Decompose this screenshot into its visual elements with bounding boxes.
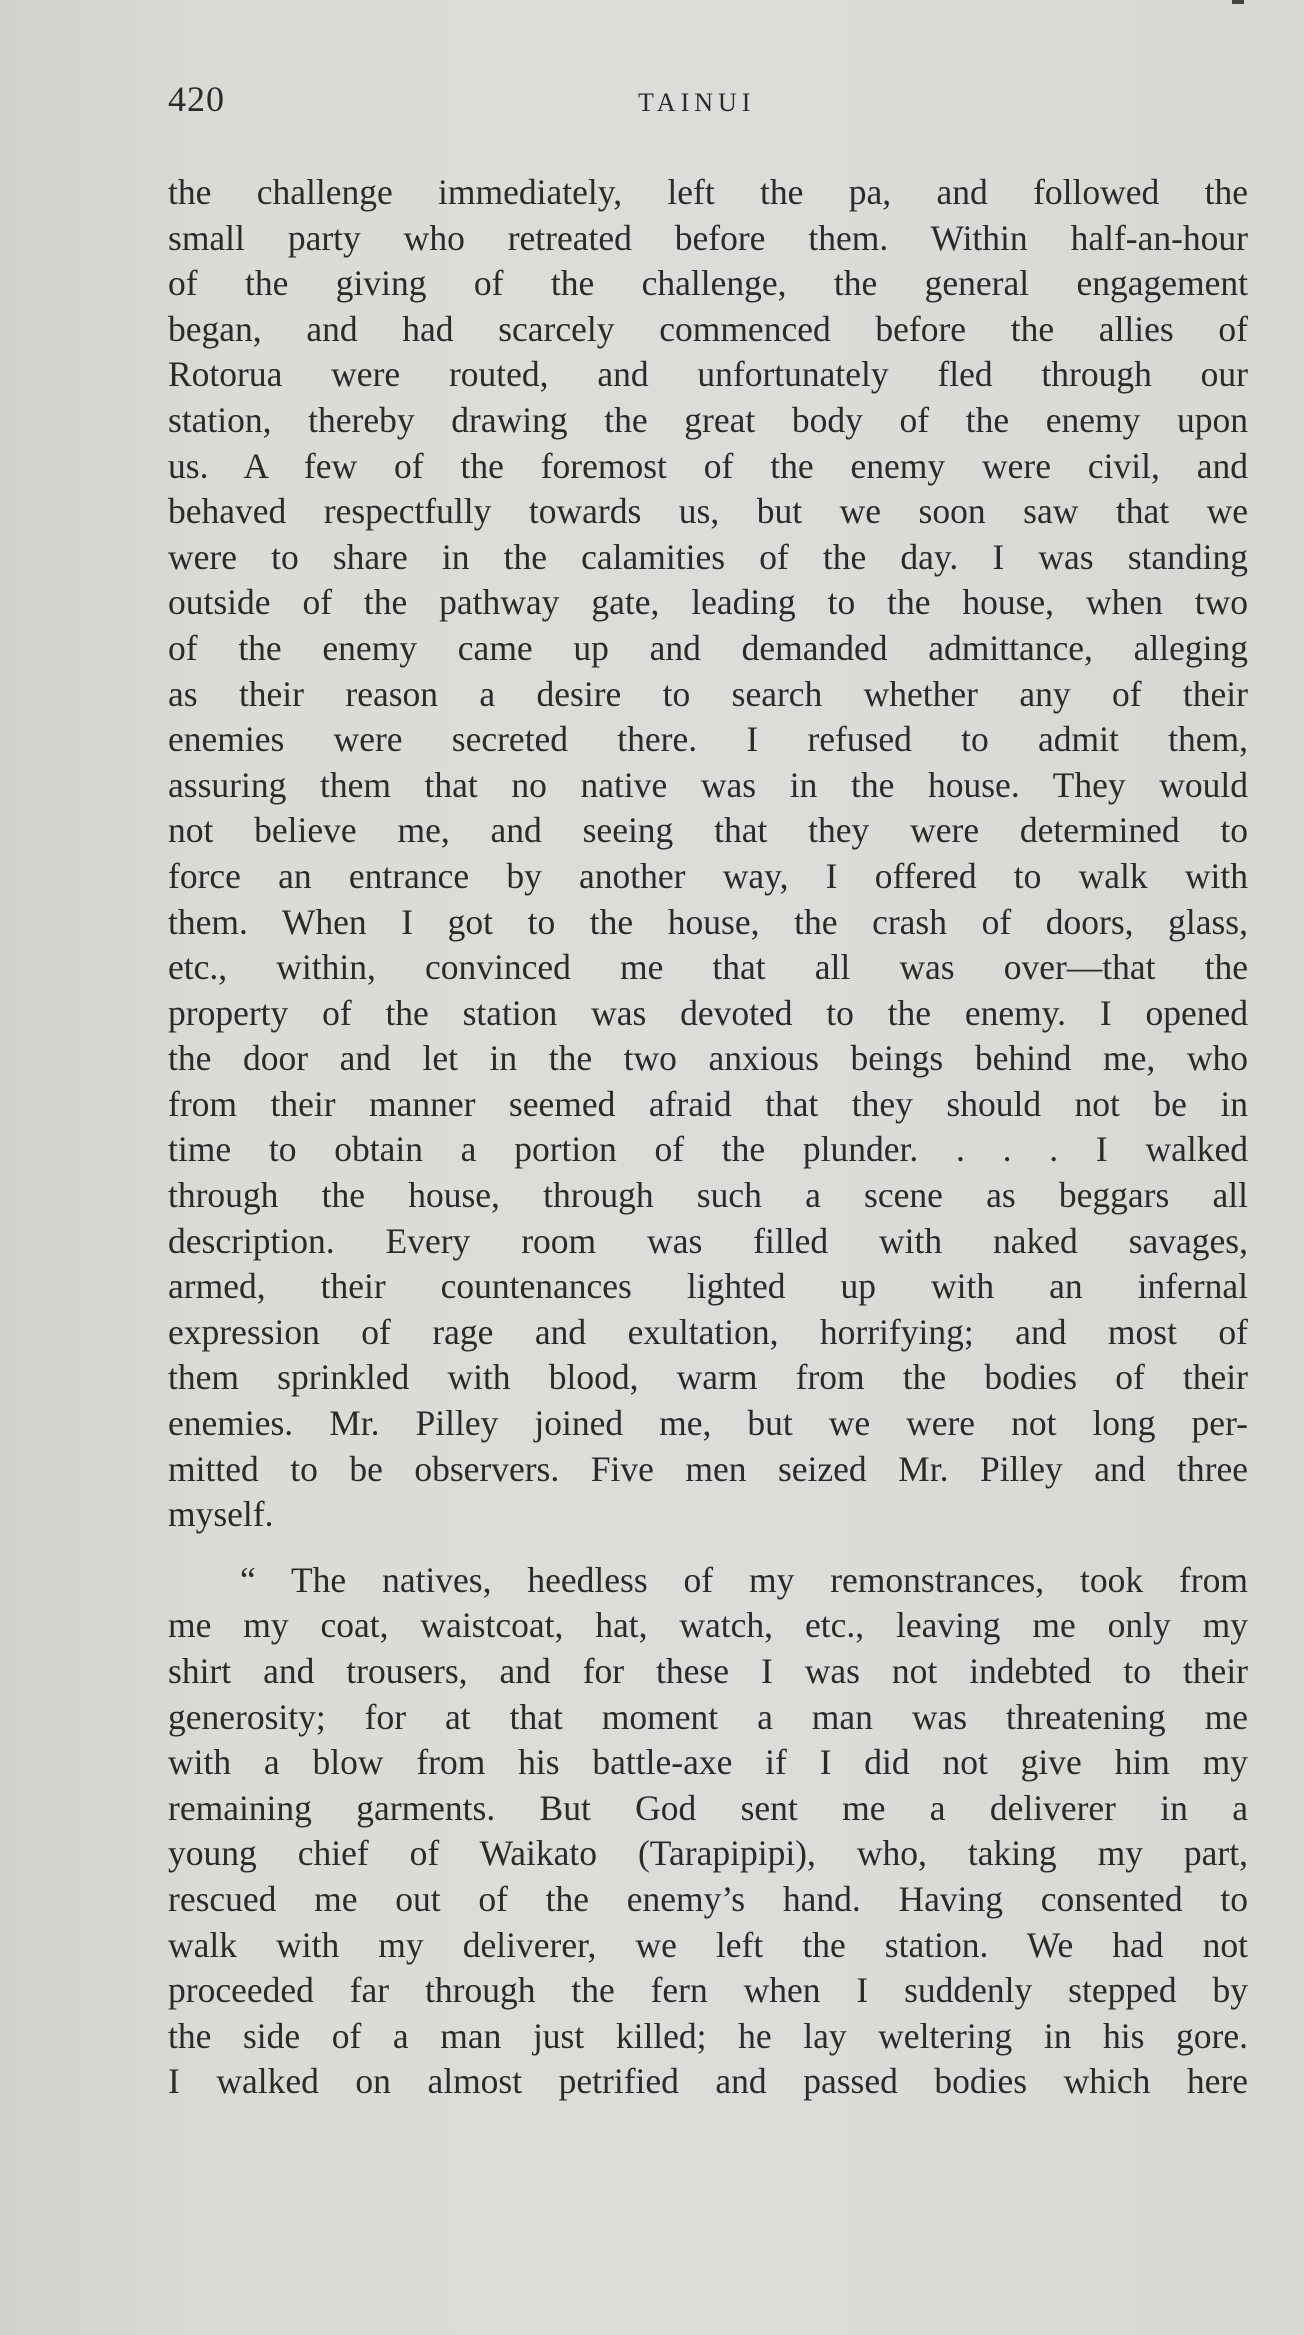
- text-line: behaved respectfully towards us, but we soon saw that we: [168, 491, 1248, 532]
- text-line: myself.: [168, 1494, 274, 1535]
- text-line: small party who retreated before them. Within half-an-hour: [168, 217, 1248, 258]
- paragraph-1: [168, 170, 1248, 1538]
- text-line: were to share in the calamities of the day. I was standing: [168, 536, 1248, 577]
- text-line: station, thereby drawing the great body of the enemy upon: [168, 399, 1248, 440]
- text-line: property of the station was devoted to the enemy. I opened: [168, 992, 1248, 1033]
- text-line: I walked on almost petrified and passed bodies which here: [168, 2061, 1248, 2102]
- text-line: armed, their countenances lighted up with an infernal: [168, 1266, 1248, 1307]
- page-header: [168, 78, 1248, 128]
- text-line: assuring them that no native was in the house. They would: [168, 764, 1248, 805]
- text-line: them. When I got to the house, the crash of doors, glass,: [168, 901, 1248, 942]
- text-line: enemies. Mr. Pilley joined me, but we were not long per-: [168, 1403, 1248, 1444]
- text-line: young chief of Waikato (Tarapipipi), who, taking my part,: [168, 1833, 1248, 1874]
- text-line: as their reason a desire to search whether any of their: [168, 673, 1248, 714]
- text-line: the door and let in the two anxious beings behind me, who: [168, 1038, 1248, 1079]
- text-line: shirt and trousers, and for these I was not indebted to their: [168, 1651, 1248, 1691]
- text-line: us. A few of the foremost of the enemy were civil, and: [168, 445, 1248, 486]
- text-line: began, and had scarcely commenced before the allies of: [168, 308, 1248, 349]
- text-line: enemies were secreted there. I refused to admit them,: [168, 719, 1248, 760]
- text-line: remaining garments. But God sent me a deliverer in a: [168, 1787, 1248, 1828]
- text-line: me my coat, waistcoat, hat, watch, etc., leaving me only my: [168, 1605, 1248, 1646]
- text-line: from their manner seemed afraid that they should not be in: [168, 1083, 1248, 1124]
- text-line: with a blow from his battle-axe if I did not give him my: [168, 1742, 1248, 1783]
- text-line: them sprinkled with blood, warm from the bodies of their: [168, 1357, 1248, 1398]
- text-line: the challenge immediately, left the pa, and followed the: [168, 172, 1248, 212]
- paragraph-spacing: [168, 1538, 1248, 1558]
- text-line: of the enemy came up and demanded admittance, alleging: [168, 627, 1248, 668]
- text-line: time to obtain a portion of the plunder. . . . I walked: [168, 1129, 1248, 1170]
- text-line: mitted to be observers. Five men seized Mr. Pilley and three: [168, 1448, 1248, 1489]
- text-line: rescued me out of the enemy’s hand. Having consented to: [168, 1878, 1248, 1919]
- text-line: walk with my deliverer, we left the station. We had not: [168, 1924, 1248, 1965]
- text-line: force an entrance by another way, I offered to walk with: [168, 855, 1248, 896]
- text-line: of the giving of the challenge, the general engagement: [168, 263, 1248, 304]
- running-title: TAINUI: [638, 88, 756, 117]
- text-line: proceeded far through the fern when I suddenly stepped by: [168, 1970, 1248, 2011]
- page-edge-mark: [1232, 0, 1244, 4]
- text-line: generosity; for at that moment a man was threatening me: [168, 1696, 1248, 1737]
- text-line: Rotorua were routed, and unfortunately fled through our: [168, 354, 1248, 395]
- text-line: the side of a man just killed; he lay weltering in his gore.: [168, 2015, 1248, 2056]
- text-line: description. Every room was filled with naked savages,: [168, 1220, 1248, 1261]
- text-line: “ The natives, heedless of my remonstrances, took from: [240, 1559, 1248, 1600]
- text-line: not believe me, and seeing that they were determined to: [168, 810, 1248, 851]
- page-number: 420: [168, 79, 225, 119]
- text-line: etc., within, convinced me that all was over—that the: [168, 947, 1248, 988]
- text-line: outside of the pathway gate, leading to the house, when two: [168, 582, 1248, 623]
- text-line: through the house, through such a scene as beggars all: [168, 1175, 1248, 1216]
- paragraph-2: [168, 1558, 1248, 2105]
- body-text: [168, 170, 1248, 2105]
- text-line: expression of rage and exultation, horrifying; and most of: [168, 1311, 1248, 1352]
